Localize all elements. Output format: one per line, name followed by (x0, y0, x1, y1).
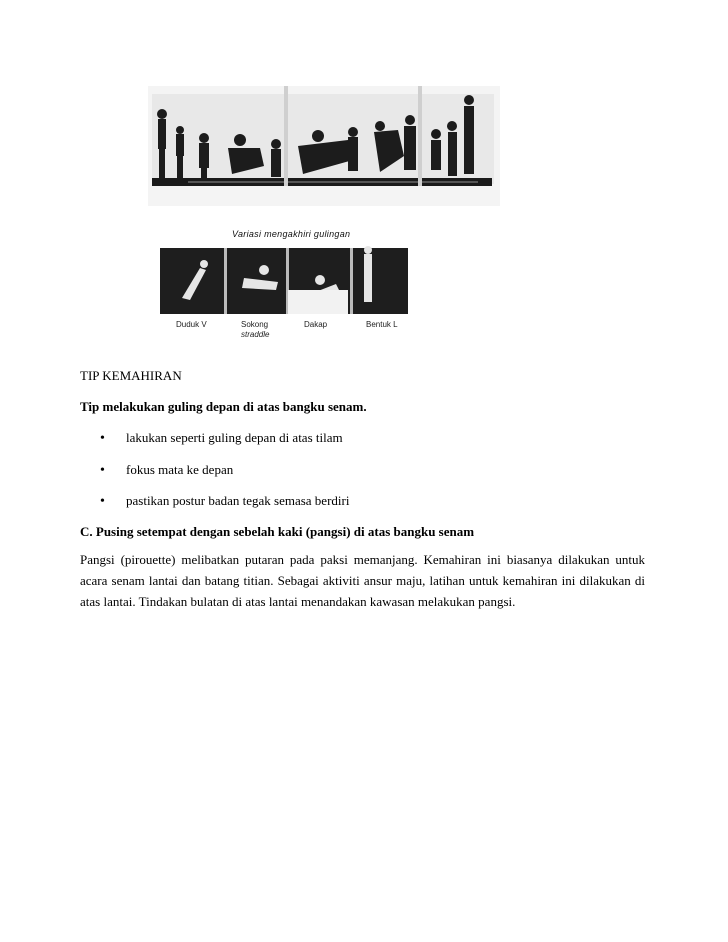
bullet-icon: • (100, 463, 105, 478)
section-c-paragraph: Pangsi (pirouette) melibatkan putaran pada paksi memanjang. Kemahiran ini biasanya dilakukan untuk acara senam lantai dan batang titian. Sebagai aktiviti ansur maju, latihan untuk kemahiran ini dilakukan di atas lantai. Tindakan bulatan di atas lantai menandakan kawasan melakukan pangsi. (80, 552, 645, 609)
pose-label-dakap: Dakap (304, 320, 328, 329)
gymnastics-sequence-illustration (148, 86, 500, 206)
tip-subheading: Tip melakukan guling depan di atas bangku senam. (80, 399, 367, 414)
gymnastics-sequence-photo (148, 86, 500, 206)
section-c-heading: C. Pusing setempat dengan sebelah kaki (pangsi) di atas bangku senam (80, 524, 475, 539)
list-item (100, 430, 343, 446)
list-item-text: fokus mata ke depan (126, 462, 234, 477)
bullet-icon: • (100, 431, 105, 446)
figure-caption: Variasi mengakhiri gulingan (232, 229, 351, 239)
list-item (100, 462, 233, 478)
list-item-text: pastikan postur badan tegak semasa berdiri (126, 493, 350, 508)
pose-label-sokong: Sokong (241, 320, 269, 329)
pose-label-straddle: straddle (241, 330, 270, 339)
list-item (100, 493, 349, 509)
pose-label-duduk-v: Duduk V (176, 320, 207, 329)
tip-heading: TIP KEMAHIRAN (80, 368, 182, 383)
bullet-icon: • (100, 494, 105, 509)
list-item-text: lakukan seperti guling depan di atas tilam (126, 430, 343, 445)
pose-label-bentuk-l: Bentuk L (366, 320, 398, 329)
